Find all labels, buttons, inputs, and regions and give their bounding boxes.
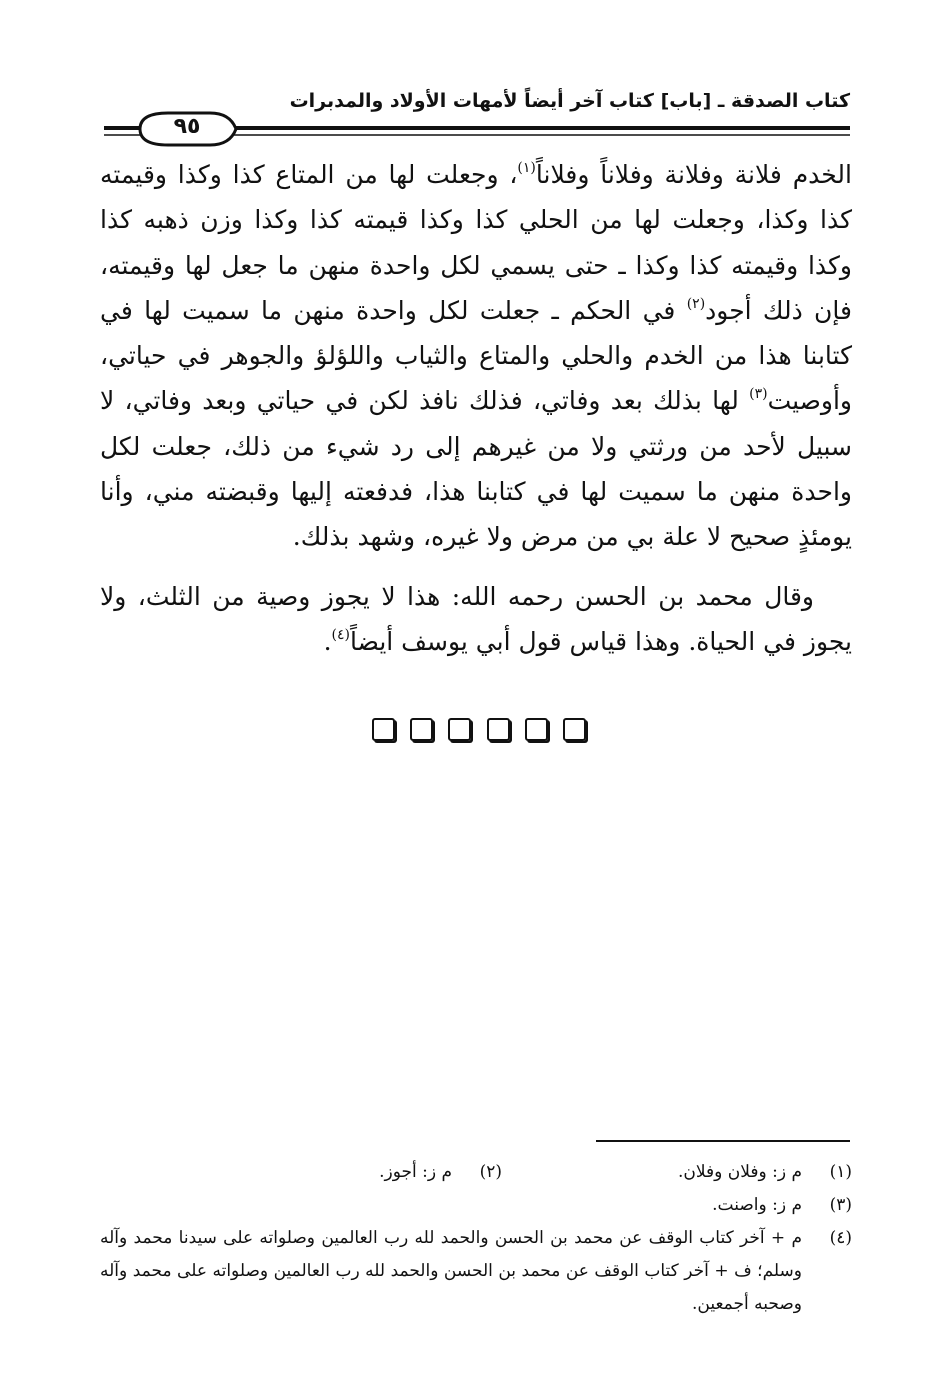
footnote-1: م ز: وفلان وفلان.	[677, 1162, 802, 1182]
text-run: الخدم فلانة وفلانة وفلاناً وفلاناً	[535, 160, 852, 189]
text-run: ، وجعلت لها من المتاع كذا وكذا وقيمته كذا وكذا، وجعلت لها من الحلي كذا وكذا قيمته كذا وكذا وزن ذهبه كذا وكذا وقيمته كذا وكذا ـ حتى يسمي لكل واحدة منهن ما جعل لها وقيمته، فإن ذلك أجود	[100, 160, 852, 325]
text-run: .	[323, 626, 332, 656]
text-run: في الحكم ـ جعلت لكل واحدة منهن ما سميت لها في كتابنا هذا من الخدم والحلي والمتاع والثياب واللؤلؤ والجوهر في حياتي، وأوصيت	[100, 295, 852, 416]
footnote-row	[100, 1222, 852, 1321]
square-ornament-icon	[410, 718, 433, 741]
footnote-row	[100, 1156, 852, 1189]
footnote-ref-4: (٤)	[331, 626, 351, 643]
square-ornament-icon	[487, 718, 510, 741]
square-ornament-icon	[448, 718, 471, 741]
footnote-ref-1: (١)	[517, 160, 536, 176]
footnote-ref-2: (٢)	[686, 295, 706, 312]
paragraph-2	[100, 574, 852, 665]
square-ornament-icon	[525, 718, 548, 741]
footnote-3: م ز: واصنت.	[712, 1195, 802, 1215]
page-number: ٩٥	[173, 114, 201, 139]
footnote-number: (٤)	[829, 1228, 852, 1248]
footnote-number: (٢)	[479, 1162, 502, 1182]
footnote-separator	[596, 1140, 850, 1142]
footnote-row	[100, 1189, 852, 1222]
paragraph-1	[100, 152, 852, 560]
square-ornament-icon	[372, 718, 395, 741]
text-run: وقال محمد بن الحسن رحمه الله: هذا لا يجوز وصية من الثلث، ولا يجوز في الحياة. وهذا قياس قول أبي يوسف أيضاً	[100, 581, 852, 656]
footnote-number: (١)	[829, 1162, 852, 1182]
square-ornament-icon	[563, 718, 586, 741]
footnote-number: (٣)	[829, 1195, 852, 1215]
footnote-4: م + آخر كتاب الوقف عن محمد بن الحسن والحمد لله رب العالمين وصلواته على سيدنا محمد وآله وسلم؛ ف + آخر كتاب الوقف عن محمد بن الحسن والحمد لله رب العالمين وصلواته على محمد وآله وصحبه أجمعين.	[100, 1228, 802, 1314]
running-title: كتاب الصدقة ـ [باب] كتاب آخر أيضاً لأمهات الأولاد والمدبرات	[289, 90, 850, 112]
footnotes	[100, 1156, 852, 1321]
text-run: لها بذلك بعد وفاتي، فذلك نافذ لكن في حياتي وبعد وفاتي، لا سبيل لأحد من ورثتي ولا من غيرهم إلى رد شيء من ذلك، جعلت لكل واحدة منهن ما سميت لها في كتابنا هذا، فدفعته إليها وقبضته مني، وأنا يومئذٍ صحيح لا علة بي من مرض ولا غيره، وشهد بذلك.	[100, 386, 852, 552]
main-text	[100, 152, 852, 664]
footnote-ref-3: (٣)	[749, 386, 768, 403]
section-end-ornament	[372, 716, 586, 744]
footnote-2: م ز: أجوز.	[379, 1162, 452, 1182]
